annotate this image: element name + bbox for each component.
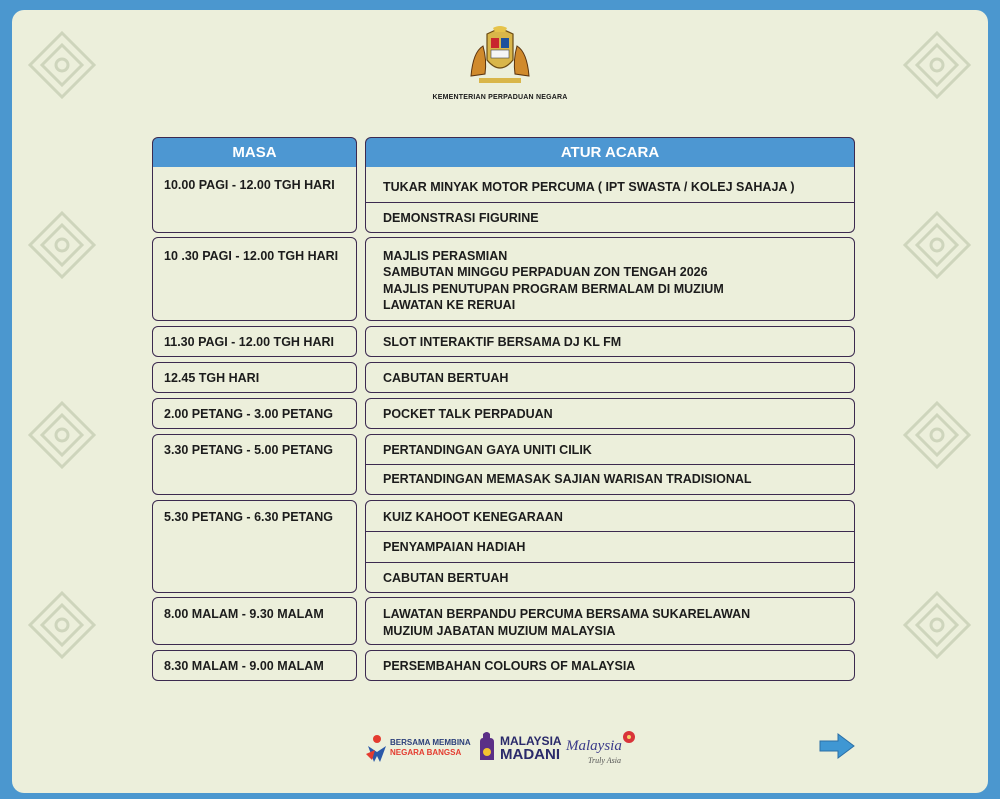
ornament-icon (902, 30, 972, 100)
ministry-name: KEMENTERIAN PERPADUAN NEGARA (432, 94, 568, 101)
masa-text: 5.30 PETANG - 6.30 PETANG (164, 510, 334, 524)
acara-text: TUKAR MINYAK MOTOR PERCUMA ( IPT SWASTA / KOLEJ SAHAJA ) (383, 180, 795, 194)
acara-text: PENYAMPAIAN HADIAH (383, 540, 526, 554)
acara-text: PERTANDINGAN GAYA UNITI CILIK (383, 443, 592, 457)
acara-text: POCKET TALK PERPADUAN (383, 407, 553, 421)
visit-malaysia-logo (566, 728, 646, 772)
logo-text: BERSAMA MEMBINA (390, 738, 471, 747)
ornament-icon (902, 590, 972, 660)
header-masa: MASA (152, 137, 357, 167)
masa-text: 10.00 PAGI - 12.00 TGH HARI (164, 178, 335, 192)
acara-text: DEMONSTRASI FIGURINE (383, 211, 539, 225)
acara-text: MAJLIS PERASMIAN (383, 249, 508, 263)
acara-text: KUIZ KAHOOT KENEGARAAN (383, 510, 563, 524)
acara-text: SLOT INTERAKTIF BERSAMA DJ KL FM (383, 335, 622, 349)
row-divider (366, 202, 854, 203)
masa-text: 12.45 TGH HARI (164, 371, 260, 385)
acara-text: SAMBUTAN MINGGU PERPADUAN ZON TENGAH 2026 (383, 265, 708, 279)
arrow-right-icon (818, 732, 856, 760)
acara-text: PERTANDINGAN MEMASAK SAJIAN WARISAN TRADISIONAL (383, 472, 752, 486)
ornament-icon (27, 30, 97, 100)
row-divider (366, 531, 854, 532)
row-divider (366, 562, 854, 563)
masa-text: 11.30 PAGI - 12.00 TGH HARI (164, 335, 334, 349)
coat-of-arms-icon (465, 26, 535, 86)
row-divider (366, 464, 854, 465)
acara-text: MUZIUM JABATAN MUZIUM MALAYSIA (383, 624, 616, 638)
acara-text: CABUTAN BERTUAH (383, 371, 509, 385)
ornament-icon (27, 590, 97, 660)
acara-text: MAJLIS PENUTUPAN PROGRAM BERMALAM DI MUZIUM (383, 282, 724, 296)
logo-text: Malaysia (566, 738, 622, 754)
acara-text: PERSEMBAHAN COLOURS OF MALAYSIA (383, 659, 636, 673)
acara-text: LAWATAN KE RERUAI (383, 298, 516, 312)
logo-text: Truly Asia (588, 756, 621, 765)
masa-text: 2.00 PETANG - 3.00 PETANG (164, 407, 334, 421)
next-arrow-button[interactable] (818, 732, 856, 760)
logo-text: NEGARA BANGSA (390, 748, 462, 757)
header-atur-acara: ATUR ACARA (365, 137, 855, 167)
logo-text: MADANI (500, 746, 560, 763)
logo-text: MALAYSIA (500, 734, 562, 748)
masa-text: 8.30 MALAM - 9.00 MALAM (164, 659, 324, 673)
masa-text: 8.00 MALAM - 9.30 MALAM (164, 607, 324, 621)
flower-icon (622, 730, 636, 744)
bersama-membina-logo (366, 728, 470, 768)
people-icon (366, 734, 388, 764)
acara-text: CABUTAN BERTUAH (383, 571, 509, 585)
hand-icon (476, 730, 498, 764)
ornament-icon (902, 400, 972, 470)
ornament-icon (27, 400, 97, 470)
malaysia-madani-logo (476, 728, 560, 768)
masa-text: 3.30 PETANG - 5.00 PETANG (164, 443, 334, 457)
acara-text: LAWATAN BERPANDU PERCUMA BERSAMA SUKARELAWAN (383, 607, 751, 621)
ornament-icon (27, 210, 97, 280)
ornament-icon (902, 210, 972, 280)
masa-text: 10 .30 PAGI - 12.00 TGH HARI (164, 249, 339, 263)
